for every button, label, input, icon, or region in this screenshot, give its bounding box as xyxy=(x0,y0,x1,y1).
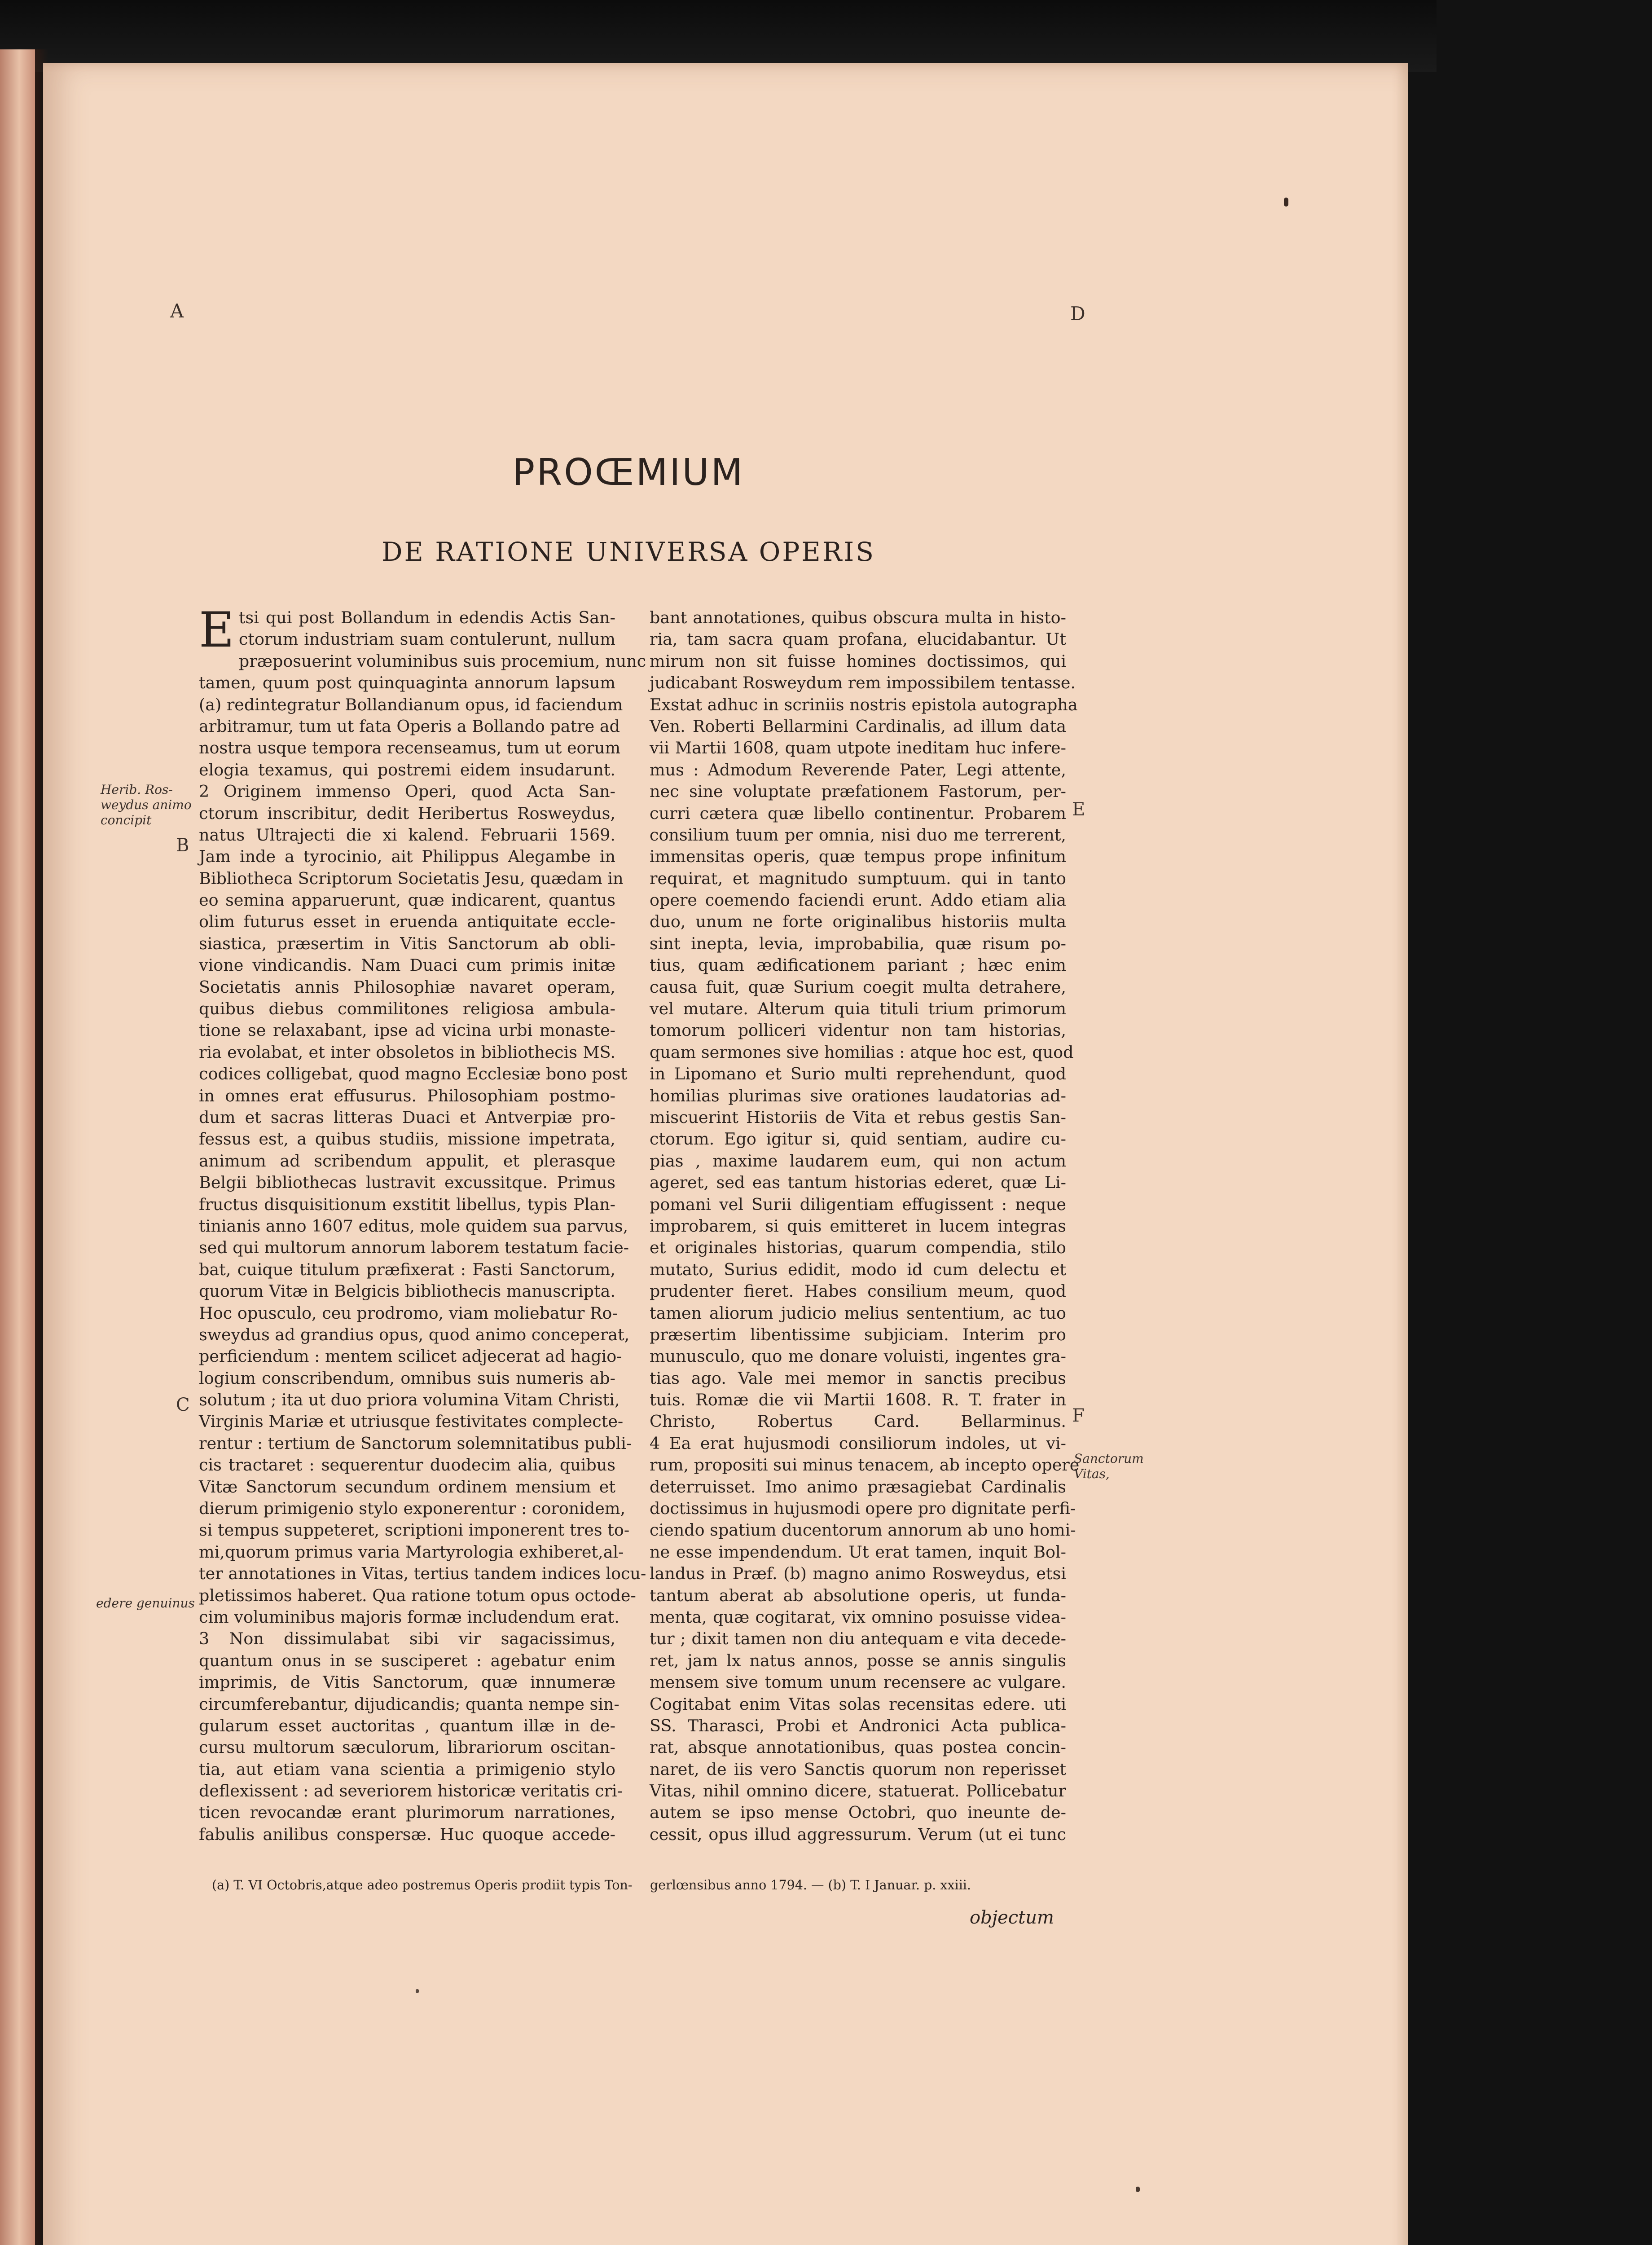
text-line: ria evolabat, et inter obsoletos in bibliothecis MS. xyxy=(199,1042,615,1062)
text-line: Bibliotheca Scriptorum Societatis Jesu, quædam in xyxy=(199,868,624,888)
text-line: Hoc opusculo, ceu prodromo, viam moliebatur Ro- xyxy=(199,1303,618,1323)
ink-speck xyxy=(1284,198,1288,207)
text-line: tias ago. Vale mei memor in sanctis precibus xyxy=(650,1368,1066,1388)
text-line: perficiendum : mentem scilicet adjecerat ad hagio- xyxy=(199,1347,622,1366)
text-line: si tempus suppeteret, scriptioni imponerent tres to- xyxy=(199,1520,630,1540)
text-line: Virginis Mariæ et utriusque festivitates complecte- xyxy=(199,1412,624,1431)
running-head-right: D xyxy=(1070,303,1085,325)
text-line: tsi qui post Bollandum in edendis Actis San- xyxy=(238,608,615,627)
text-line: menta, quæ cogitarat, vix omnino posuisse videa- xyxy=(650,1607,1066,1627)
text-line: deflexissent : ad severiorem historicæ veritatis cri- xyxy=(199,1781,623,1801)
text-line: Christo, Robertus Card. Bellarminus. xyxy=(650,1412,1066,1431)
text-line: consilium tuum per omnia, nisi duo me terrerent, xyxy=(650,825,1066,845)
text-line: ticen revocandæ erant plurimorum narrationes, xyxy=(199,1803,615,1822)
text-line: quibus diebus commilitones religiosa ambula- xyxy=(199,999,615,1019)
text-line: bat, cuique titulum præfixerat : Fasti Sanctorum, xyxy=(199,1259,615,1279)
text-line: in Lipomano et Surio multi reprehendunt, quod xyxy=(650,1064,1066,1084)
text-line: sint inepta, levia, improbabilia, quæ risum po- xyxy=(650,933,1066,953)
scan-background xyxy=(0,0,1437,72)
ink-speck xyxy=(1136,2187,1140,2192)
text-line: tantum aberat ab absolutione operis, ut funda- xyxy=(650,1585,1066,1605)
text-line: 3 Non dissimulabat sibi vir sagacissimus, xyxy=(199,1629,615,1649)
text-line: miscuerint Historiis de Vita et rebus gestis San- xyxy=(650,1107,1066,1127)
text-line: circumferebantur, dijudicandis; quanta nempe sin- xyxy=(199,1694,620,1714)
text-line: elogia texamus, qui postremi eidem insudarunt. xyxy=(199,760,615,779)
text-line: eo semina apparuerunt, quæ indicarent, quantus xyxy=(199,890,615,910)
text-line: animum ad scribendum appulit, et plerasque xyxy=(199,1151,615,1171)
text-line: codices colligebat, quod magno Ecclesiæ bono post xyxy=(199,1064,628,1084)
text-line: curri cætera quæ libello continentur. Probarem xyxy=(650,803,1066,823)
text-line: ctorum inscribitur, dedit Heribertus Rosweydus, xyxy=(199,803,615,823)
side-note-heribertus xyxy=(101,782,192,828)
text-line: fructus disquisitionum exstitit libellus, typis Plan- xyxy=(199,1194,615,1214)
text-line: tomorum polliceri videntur non tam historias, xyxy=(650,1021,1066,1040)
text-line: tamen, quum post quinquaginta annorum lapsum xyxy=(199,673,615,693)
text-line: olim futurus esset in eruenda antiquitate eccle- xyxy=(199,912,615,932)
side-note-line: Herib. Ros- xyxy=(101,782,173,797)
text-line: ria, tam sacra quam profana, elucidabantur. Ut xyxy=(650,629,1066,649)
text-line: deterruisset. Imo animo præsagiebat Cardinalis xyxy=(650,1477,1066,1497)
text-line: ciendo spatium ducentorum annorum ab uno homi- xyxy=(650,1520,1076,1540)
text-line: quorum Vitæ in Belgicis bibliothecis manuscripta. xyxy=(199,1281,615,1301)
running-head-left: A xyxy=(170,300,184,322)
text-line: logium conscribendum, omnibus suis numeris ab- xyxy=(199,1368,615,1388)
text-line: mutato, Surius edidit, modo id cum delectu et xyxy=(650,1259,1066,1279)
text-line: cessit, opus illud aggressurum. Verum (ut ei tunc xyxy=(650,1824,1066,1844)
side-note-line: concipit xyxy=(101,813,152,828)
drop-capital: E xyxy=(199,602,234,658)
text-line: dum et sacras litteras Duaci et Antverpiæ pro- xyxy=(199,1107,615,1127)
text-line: nostra usque tempora recenseamus, tum ut eorum xyxy=(199,738,621,758)
text-line: (a) redintegratur Bollandianum opus, id faciendum xyxy=(199,695,623,714)
text-line: causa fuit, quæ Surium coegit multa detrahere, xyxy=(650,977,1066,997)
text-line: homilias plurimas sive orationes laudatorias ad- xyxy=(650,1086,1066,1105)
text-line: fabulis anilibus conspersæ. Huc quoque accede- xyxy=(199,1824,615,1844)
text-line: SS. Tharasci, Probi et Andronici Acta publica- xyxy=(650,1716,1066,1735)
margin-letter-f: F xyxy=(1072,1405,1085,1426)
side-note-line: weydus animo xyxy=(101,797,192,812)
text-line: arbitramur, tum ut fata Operis a Bollando patre ad xyxy=(199,716,620,736)
text-line: ne esse impendendum. Ut erat tamen, inquit Bol- xyxy=(650,1542,1066,1562)
text-line: sed qui multorum annorum laborem testatum facie- xyxy=(199,1238,629,1258)
text-line: cis tractaret : sequerentur duodecim alia, quibus xyxy=(199,1455,615,1475)
text-column-left xyxy=(199,602,646,1845)
text-line: pomani vel Surii diligentiam effugissent : neque xyxy=(650,1194,1066,1214)
margin-letter-e: E xyxy=(1072,799,1085,820)
text-line: naret, de iis vero Sanctis quorum non reperisset xyxy=(650,1759,1066,1779)
text-line: opere coemendo faciendi erunt. Addo etiam alia xyxy=(650,890,1066,910)
text-line: præposuerint voluminibus suis procemium, nunc xyxy=(238,651,646,671)
text-line: cursu multorum sæculorum, librariorum oscitan- xyxy=(199,1738,615,1757)
text-line: Vitæ Sanctorum secundum ordinem mensium et xyxy=(199,1477,615,1497)
text-line: 4 Ea erat hujusmodi consiliorum indoles, ut vi- xyxy=(650,1433,1066,1453)
text-line: judicabant Rosweydum rem impossibilem tentasse. xyxy=(650,673,1076,693)
text-line: 2 Originem immenso Operi, quod Acta San- xyxy=(199,782,615,801)
text-line: dierum primigenio stylo exponerentur : coronidem, xyxy=(199,1499,626,1519)
text-line: rat, absque annotationibus, quas postea concin- xyxy=(650,1738,1066,1757)
text-line: Jam inde a tyrocinio, ait Philippus Alegambe in xyxy=(199,847,615,867)
text-line: Societatis annis Philosophiæ navaret operam, xyxy=(199,977,615,997)
text-line: gularum esset auctoritas , quantum illæ in de- xyxy=(199,1716,615,1735)
text-line: vione vindicandis. Nam Duaci cum primis initæ xyxy=(199,955,615,975)
text-line: landus in Præf. (b) magno animo Rosweydus, etsi xyxy=(650,1564,1066,1584)
text-line: ctorum industriam suam contulerunt, nullum xyxy=(238,629,615,649)
text-line: mus : Admodum Reverende Pater, Legi attente, xyxy=(650,760,1066,779)
text-line: immensitas operis, quæ tempus prope infinitum xyxy=(650,847,1066,867)
text-line: vel mutare. Alterum quia tituli trium primorum xyxy=(650,999,1066,1019)
text-line: mensem sive tomum unum recensere ac vulgare. xyxy=(650,1673,1066,1692)
text-line: Vitas, nihil omnino dicere, statuerat. Pollicebatur xyxy=(650,1781,1066,1801)
text-line: tuis. Romæ die vii Martii 1608. R. T. frater in xyxy=(650,1390,1066,1410)
text-line: rentur : tertium de Sanctorum solemnitatibus publi- xyxy=(199,1433,632,1453)
text-line: Exstat adhuc in scriniis nostris epistola autographa xyxy=(650,695,1078,714)
text-line: tius, quam ædificationem pariant ; hæc enim xyxy=(650,955,1066,975)
page-subtitle: DE RATIONE UNIVERSA OPERIS xyxy=(381,537,876,567)
text-line: mirum non sit fuisse homines doctissimos, qui xyxy=(650,651,1066,671)
text-line: Ven. Roberti Bellarmini Cardinalis, ad illum data xyxy=(650,716,1066,736)
text-line: natus Ultrajecti die xi kalend. Februarii 1569. xyxy=(199,825,615,845)
text-line: bant annotationes, quibus obscura multa in histo- xyxy=(650,608,1066,627)
text-line: siastica, præsertim in Vitis Sanctorum ab obli- xyxy=(199,933,615,953)
text-line: quantum onus in se susciperet : agebatur enim xyxy=(199,1651,615,1670)
margin-letter-b: B xyxy=(176,835,189,856)
book-spine xyxy=(0,49,35,2245)
text-line: solutum ; ita ut duo priora volumina Vitam Christi, xyxy=(199,1390,620,1410)
footnote-right: gerlœnsibus anno 1794. — (b) T. I Januar. p. xxiii. xyxy=(650,1878,971,1893)
text-line: vii Martii 1608, quam utpote ineditam huc infere- xyxy=(650,738,1066,758)
footnote-left: (a) T. VI Octobris,atque adeo postremus Operis prodiit typis Ton- xyxy=(212,1878,633,1893)
side-note-sanctorum xyxy=(1074,1451,1144,1482)
text-line: cim voluminibus majoris formæ includendum erat. xyxy=(199,1607,620,1627)
margin-letter-c: C xyxy=(176,1395,190,1415)
text-line: præsertim libentissime subjiciam. Interim pro xyxy=(650,1325,1066,1344)
text-line: tinianis anno 1607 editus, mole quidem sua parvus, xyxy=(199,1216,628,1236)
page-title: PROŒMIUM xyxy=(512,451,745,494)
text-line: ret, jam lx natus annos, posse se annis singulis xyxy=(650,1651,1066,1670)
text-line: quam sermones sive homilias : atque hoc est, quod xyxy=(650,1042,1074,1062)
text-line: nec sine voluptate præfationem Fastorum, per- xyxy=(650,782,1066,801)
text-line: ageret, sed eas tantum historias ederet, quæ Li- xyxy=(650,1173,1066,1193)
text-line: tamen aliorum judicio melius sententium, ac tuo xyxy=(650,1303,1066,1323)
text-column-right xyxy=(650,607,1080,1845)
text-line: Belgii bibliothecas lustravit excussitque. Primus xyxy=(199,1173,615,1193)
text-line: ter annotationes in Vitas, tertius tandem indices locu- xyxy=(199,1564,646,1584)
text-line: mi,quorum primus varia Martyrologia exhiberet,al- xyxy=(199,1542,624,1562)
side-note-edere: edere genuinus xyxy=(96,1596,195,1611)
text-line: pias , maxime laudarem eum, qui non actum xyxy=(650,1151,1066,1171)
text-line: autem se ipso mense Octobri, quo ineunte de- xyxy=(650,1803,1066,1822)
text-line: rum, propositi sui minus tenacem, ab incepto opere xyxy=(650,1455,1080,1475)
text-line: et originales historias, quarum compendia, stilo xyxy=(650,1238,1066,1258)
text-line: ctorum. Ego igitur si, quid sentiam, audire cu- xyxy=(650,1129,1066,1149)
text-line: tione se relaxabant, ipse ad vicina urbi monaste- xyxy=(199,1021,615,1040)
text-line: improbarem, si quis emitteret in lucem integras xyxy=(650,1216,1066,1236)
text-line: sweydus ad grandius opus, quod animo conceperat, xyxy=(199,1325,630,1344)
text-line: duo, unum ne forte originalibus historiis multa xyxy=(650,912,1066,932)
text-line: tur ; dixit tamen non diu antequam e vita decede- xyxy=(650,1629,1066,1649)
catchword: objectum xyxy=(970,1907,1054,1928)
text-line: munusculo, quo me donare voluisti, ingentes gra- xyxy=(650,1347,1066,1366)
side-note-line: Sanctorum xyxy=(1074,1451,1144,1466)
text-line: prudenter fieret. Habes consilium meum, quod xyxy=(650,1281,1066,1301)
ink-speck xyxy=(416,1989,419,1993)
text-line: pletissimos haberet. Qua ratione totum opus octode- xyxy=(199,1585,636,1605)
text-line: tia, aut etiam vana scientia a primigenio stylo xyxy=(199,1759,615,1779)
text-line: in omnes erat effusurus. Philosophiam postmo- xyxy=(199,1086,615,1105)
text-line: requirat, et magnitudo sumptuum. qui in tanto xyxy=(650,868,1066,888)
text-line: doctissimus in hujusmodi opere pro dignitate perfi- xyxy=(650,1499,1076,1519)
text-line: Cogitabat enim Vitas solas recensitas edere. uti xyxy=(650,1694,1066,1714)
text-line: fessus est, a quibus studiis, missione impetrata, xyxy=(199,1129,615,1149)
text-line: imprimis, de Vitis Sanctorum, quæ innumeræ xyxy=(199,1673,615,1692)
side-note-line: Vitas, xyxy=(1074,1466,1110,1481)
